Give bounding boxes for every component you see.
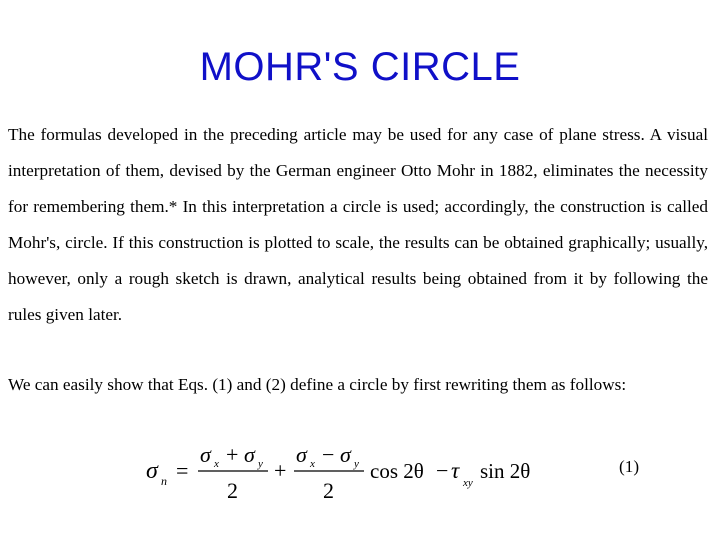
eq-f1-sub-y: y xyxy=(258,458,263,470)
eq-equals: = xyxy=(176,458,189,483)
eq-lhs-symbol: σ xyxy=(146,458,158,484)
eq-plus: + xyxy=(274,458,287,483)
eq-cos-term: cos 2θ xyxy=(370,459,424,483)
eq-f2-sub-x: x xyxy=(310,458,315,470)
eq-f1-den: 2 xyxy=(227,478,238,503)
paragraph-circle-rewrite: We can easily show that Eqs. (1) and (2) define a circle by first rewriting them as follows: xyxy=(8,375,627,394)
eq-f1-op: + xyxy=(226,442,239,467)
equation-number: (1) xyxy=(619,457,640,476)
eq-tau-sub: xy xyxy=(463,477,473,489)
eq-f2-sub-y: y xyxy=(354,458,359,470)
eq-tau: τ xyxy=(451,458,460,483)
eq-f2-op: − xyxy=(322,442,335,467)
eq-f1-sub-x: x xyxy=(214,458,219,470)
slide-title: MOHR'S CIRCLE xyxy=(199,45,521,89)
eq-f1-sigma-y: σ xyxy=(244,442,255,467)
stress-transformation-equation xyxy=(146,440,546,506)
eq-f1-sigma-x: σ xyxy=(200,442,211,467)
eq-minus: − xyxy=(436,458,449,483)
eq-sin-term: sin 2θ xyxy=(480,459,531,483)
eq-f2-sigma-y: σ xyxy=(340,442,351,467)
paragraph-mohr-intro: The formulas developed in the preceding article may be used for any case of plane stress. A visual interpretation of them, devised by the German engineer Otto Mohr in 1882, eliminates the necessity for remembering them.* In this interpretation a circle is used; accordingly, the construction is called Mohr's, circle. If this construction is plotted to scale, the results can be obtained graphically; usually, however, only a rough sketch is drawn, analytical results being obtained from it by following the rules given later. xyxy=(8,125,708,324)
eq-f2-sigma-x: σ xyxy=(296,442,307,467)
eq-lhs-sub: n xyxy=(161,474,167,488)
eq-f2-den: 2 xyxy=(323,478,334,503)
